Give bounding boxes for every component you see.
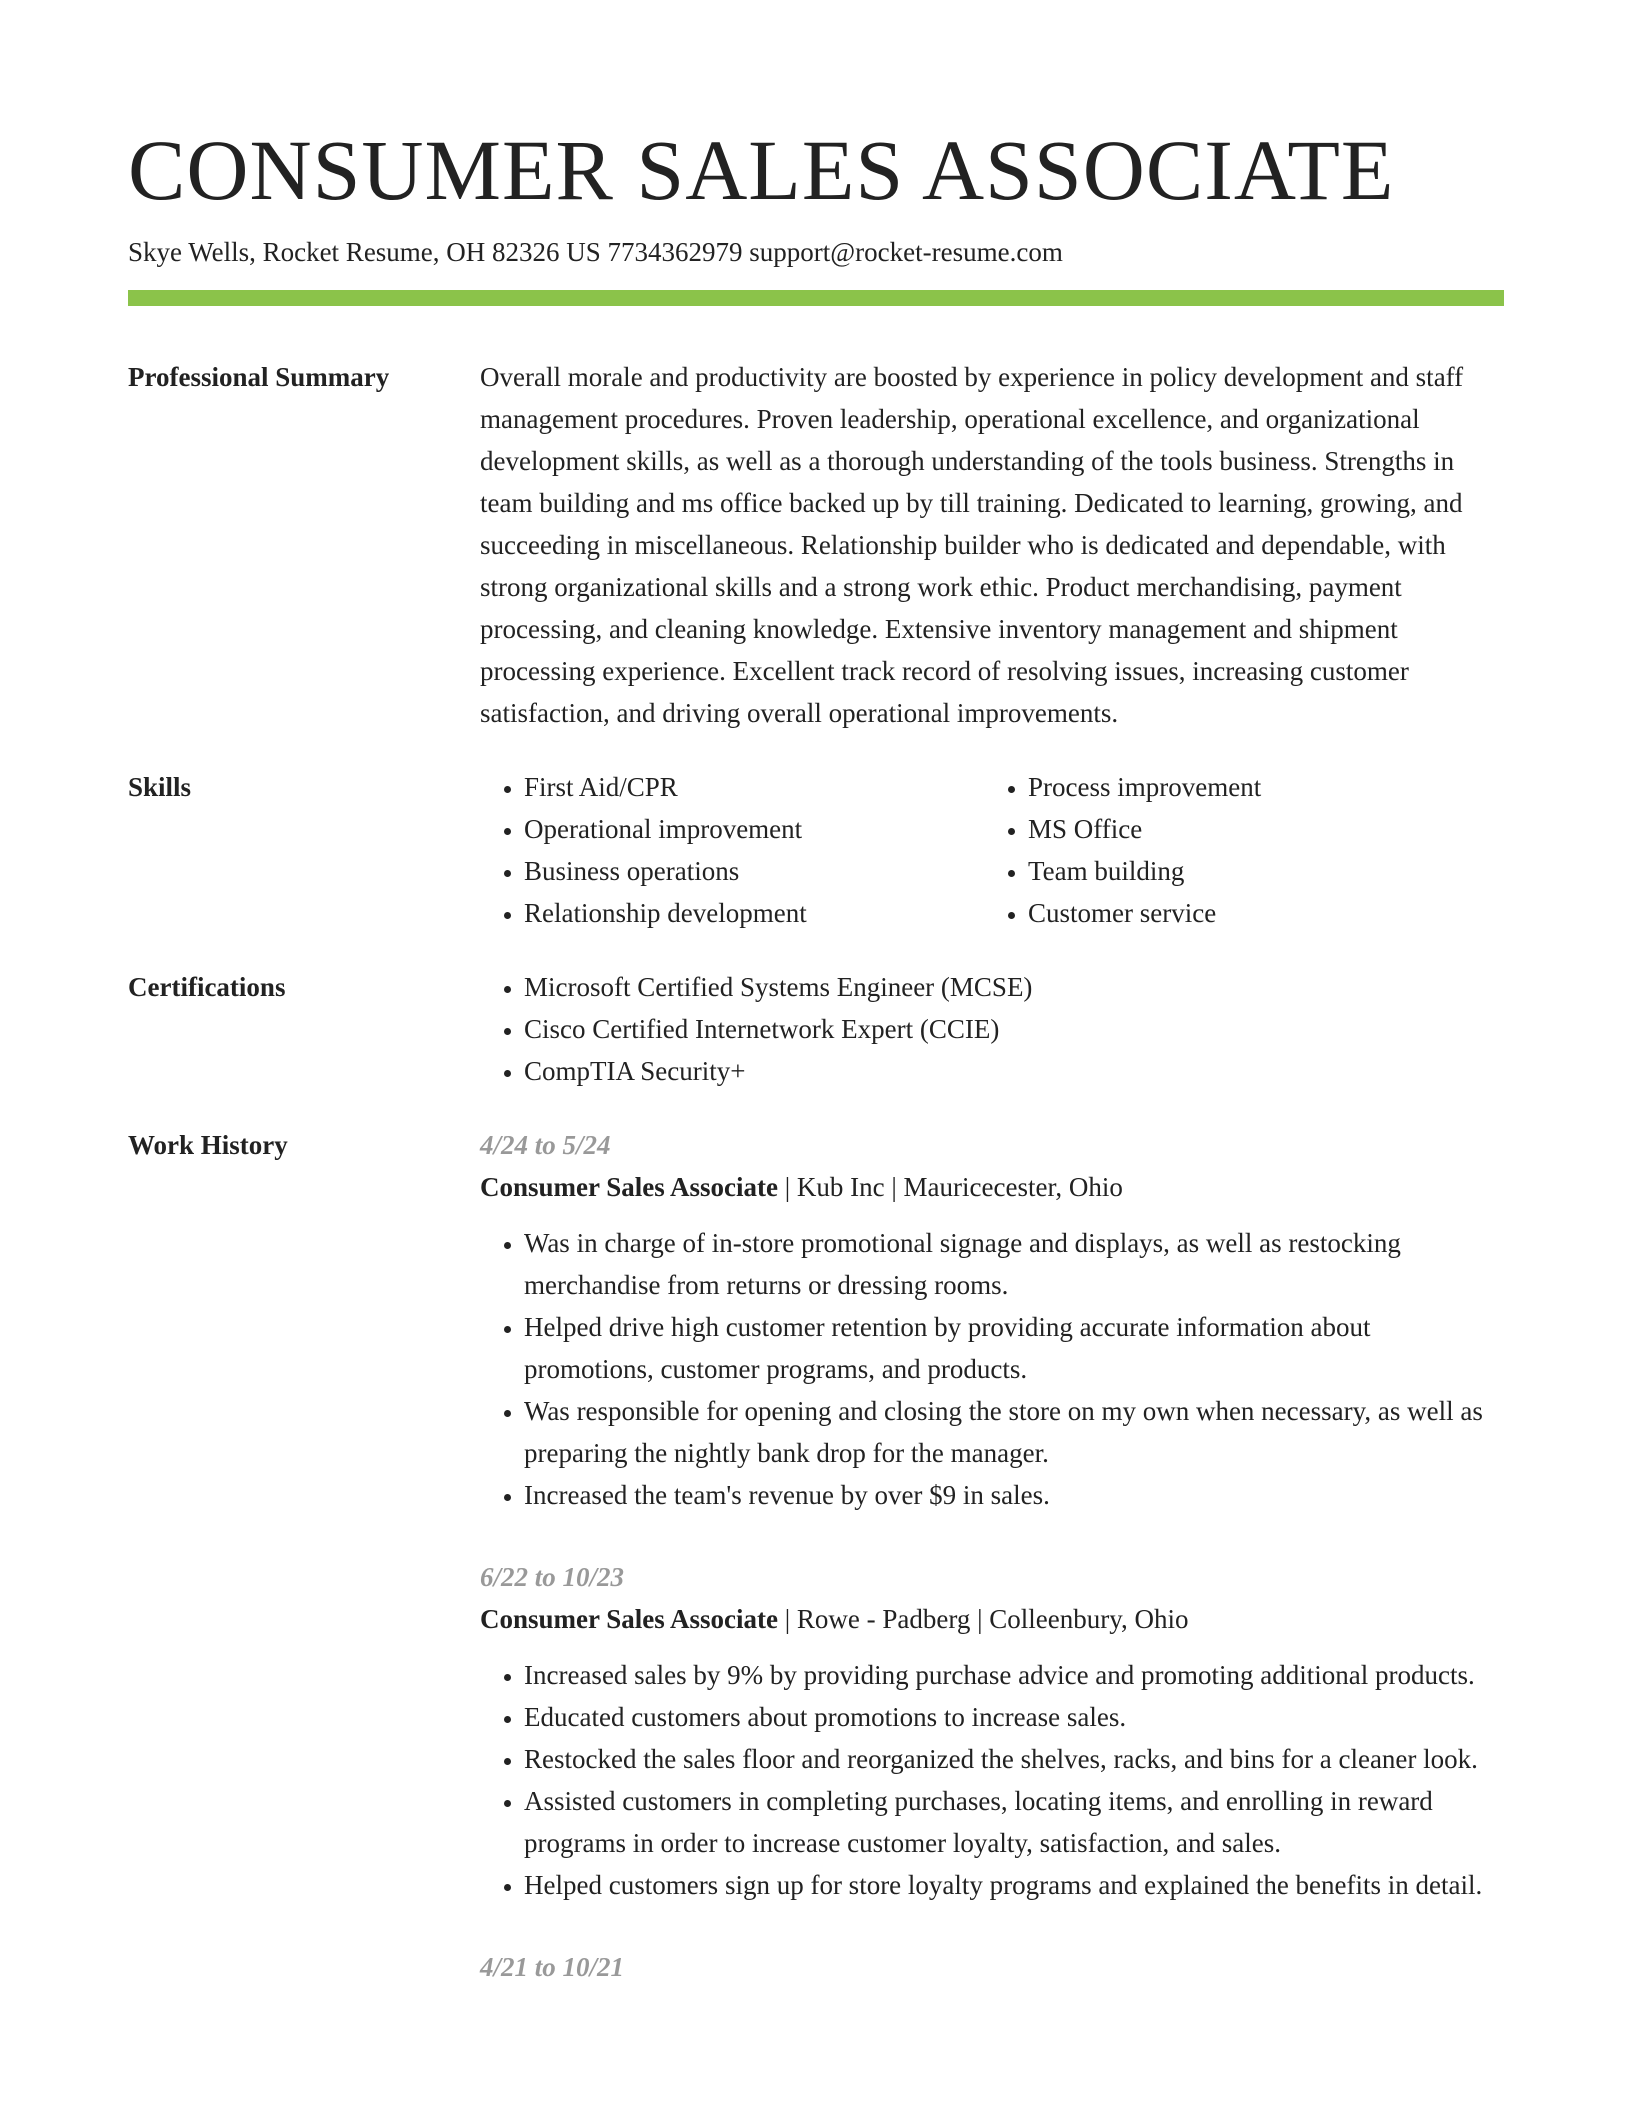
job-title: Consumer Sales Associate (480, 1172, 779, 1202)
skills-grid (480, 766, 1504, 934)
skill-item: • Relationship development (524, 892, 984, 934)
job-bullet: • Increased sales by 9% by providing purchase advice and promoting additional products. (524, 1654, 1504, 1696)
certifications-section (128, 966, 1504, 1092)
job-company-location: | Kub Inc | Mauricecester, Ohio (778, 1172, 1123, 1202)
resume-title: CONSUMER SALES ASSOCIATE (128, 122, 1395, 218)
summary-text: Overall morale and productivity are boosted by experience in policy development and staff management procedures. Proven leadership, operational excellence, and organizational development skills, as well as a thorough understanding of the tools business. Strengths in team building and ms office backed up by till training. Dedicated to learning, growing, and succeeding in miscellaneous. Relationship builder who is dedicated and dependable, with strong organizational skills and a strong work ethic. Product merchandising, payment processing, and cleaning knowledge. Extensive inventory management and shipment processing experience. Excellent track record of resolving issues, increasing customer satisfaction, and driving overall operational improvements. (480, 362, 1464, 728)
summary-section (128, 356, 1504, 734)
skill-item: • MS Office (1028, 808, 1488, 850)
skills-list-right (984, 766, 1488, 934)
job-entry (480, 1556, 1504, 1906)
certification-item: • Cisco Certified Internetwork Expert (CCIE) (524, 1008, 1504, 1050)
job-header (480, 1166, 1504, 1208)
job-bullet: • Increased the team's revenue by over $9 in sales. (524, 1474, 1504, 1516)
skills-column-left (480, 766, 984, 934)
job-bullet: • Was responsible for opening and closing the store on my own when necessary, as well as preparing the nightly bank drop for the manager. (524, 1390, 1504, 1474)
job-bullet: • Restocked the sales floor and reorganized the shelves, racks, and bins for a cleaner look. (524, 1738, 1504, 1780)
job-bullet: • Was in charge of in-store promotional signage and displays, as well as restocking merchandise from returns or dressing rooms. (524, 1222, 1504, 1306)
certifications-body (480, 966, 1504, 1092)
accent-divider (128, 290, 1504, 306)
job-bullet: • Helped drive high customer retention by providing accurate information about promotions, customer programs, and products. (524, 1306, 1504, 1390)
skill-item: • Business operations (524, 850, 984, 892)
job-bullet: • Educated customers about promotions to increase sales. (524, 1696, 1504, 1738)
section-label-certifications: Certifications (128, 972, 286, 1002)
job-title: Consumer Sales Associate (480, 1604, 779, 1634)
job-entry (480, 1946, 1504, 1988)
certification-item: • Microsoft Certified Systems Engineer (MCSE) (524, 966, 1504, 1008)
job-dates: 6/22 to 10/23 (480, 1562, 625, 1592)
job-entry (480, 1124, 1504, 1516)
work-history-body (480, 1124, 1504, 2028)
certifications-list (480, 966, 1504, 1092)
job-header (480, 1598, 1504, 1640)
skills-section (128, 766, 1504, 934)
section-label-skills: Skills (128, 772, 192, 802)
section-label-summary: Professional Summary (128, 362, 390, 392)
skill-item: • Customer service (1028, 892, 1488, 934)
resume-page (128, 0, 1504, 2028)
contact-line: Skye Wells, Rocket Resume, OH 82326 US 7734362979 support@rocket-resume.com (128, 237, 1063, 267)
section-label-work-history: Work History (128, 1130, 288, 1160)
skill-item: • Operational improvement (524, 808, 984, 850)
job-company-location: | Rowe - Padberg | Colleenbury, Ohio (778, 1604, 1189, 1634)
work-history-section (128, 1124, 1504, 2028)
skills-list-left (480, 766, 984, 934)
job-dates: 4/24 to 5/24 (480, 1130, 611, 1160)
certification-item: • CompTIA Security+ (524, 1050, 1504, 1092)
job-bullets (480, 1654, 1504, 1906)
skills-column-right (984, 766, 1488, 934)
job-bullet: • Assisted customers in completing purchases, locating items, and enrolling in reward programs in order to increase customer loyalty, satisfaction, and sales. (524, 1780, 1504, 1864)
job-bullet: • Helped customers sign up for store loyalty programs and explained the benefits in detail. (524, 1864, 1504, 1906)
job-bullets (480, 1222, 1504, 1516)
job-dates: 4/21 to 10/21 (480, 1952, 625, 1982)
skill-item: • Team building (1028, 850, 1488, 892)
skill-item: • Process improvement (1028, 766, 1488, 808)
skill-item: • First Aid/CPR (524, 766, 984, 808)
